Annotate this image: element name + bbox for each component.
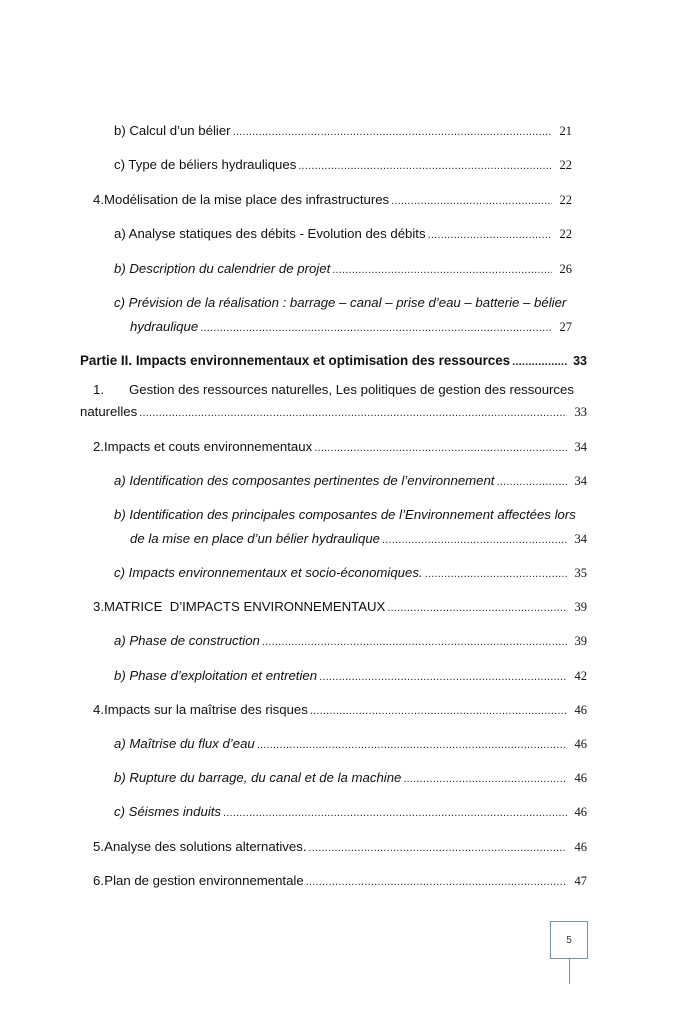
- toc-entry-title: Plan de gestion environnementale: [104, 873, 304, 888]
- page-number: 5: [566, 935, 572, 946]
- toc-entry-title: Partie II. Impacts environnementaux et optimisation des ressources: [80, 353, 511, 368]
- dot-leader: [139, 403, 567, 423]
- toc-entry-page: 39: [574, 600, 587, 614]
- toc-entry[interactable]: [0, 597, 700, 617]
- dot-leader: [319, 667, 567, 687]
- toc-entry-title: Analyse des solutions alternatives.: [104, 839, 307, 854]
- toc-entry-part[interactable]: [0, 351, 700, 371]
- toc-entry-title: a) Analyse statiques des débits - Evolution des débits: [114, 226, 426, 241]
- dot-leader: [382, 530, 567, 550]
- toc-entry-page: 22: [559, 193, 572, 207]
- toc-entry-title: a) Maîtrise du flux d’eau: [114, 736, 255, 751]
- toc-entry-title: c) Séismes induits: [114, 804, 222, 819]
- toc-entry-number: 3.: [93, 599, 104, 614]
- toc-entry[interactable]: [0, 700, 700, 720]
- toc-entry-page: 46: [574, 805, 587, 819]
- toc-entry[interactable]: [0, 734, 700, 754]
- dot-leader: [310, 701, 567, 721]
- toc-entry-number: 1.: [93, 382, 104, 397]
- toc-entry[interactable]: [0, 121, 700, 141]
- toc-entry-title: a) Identification des composantes pertinentes de l’environnement: [114, 473, 495, 488]
- toc-entry-page: 33: [574, 405, 587, 419]
- dot-leader: [223, 803, 567, 823]
- dot-leader: [512, 352, 567, 372]
- toc-entry-page: 27: [559, 320, 572, 334]
- toc-entry-page: 39: [574, 634, 587, 648]
- toc-entry-title: MATRICE D’IMPACTS ENVIRONNEMENTAUX: [104, 599, 386, 614]
- toc-entry-title: b) Calcul d’un bélier: [114, 123, 231, 138]
- toc-entry-number: 2.: [93, 439, 104, 454]
- toc-entry-title-line2: naturelles: [80, 404, 138, 419]
- toc-entry[interactable]: [0, 666, 700, 686]
- dot-leader: [391, 191, 552, 211]
- toc-entry[interactable]: [0, 471, 700, 491]
- toc-entry-title: b) Description du calendrier de projet: [114, 261, 331, 276]
- toc-entry-page: 22: [559, 227, 572, 241]
- toc-entry-page: 21: [559, 124, 572, 138]
- toc-entry-title-line1: b) Identification des principales composantes de l’Environnement affectées lors: [114, 507, 576, 522]
- toc-entry[interactable]: [0, 190, 700, 210]
- dot-leader: [425, 564, 567, 584]
- dot-leader: [387, 598, 567, 618]
- page-number-box: [550, 921, 588, 959]
- toc-entry-title: c) Impacts environnementaux et socio-économiques.: [114, 565, 423, 580]
- toc-entry[interactable]: [0, 293, 700, 337]
- dot-leader: [428, 225, 552, 245]
- dot-leader: [306, 872, 567, 892]
- dot-leader: [257, 735, 567, 755]
- toc-entry-title: c) Type de béliers hydrauliques: [114, 157, 297, 172]
- toc-entry-page: 34: [574, 532, 587, 546]
- toc-entry-title: Impacts sur la maîtrise des risques: [104, 702, 308, 717]
- toc-entry-page: 46: [574, 703, 587, 717]
- toc-entry-title: Impacts et couts environnementaux: [104, 439, 313, 454]
- toc-entry[interactable]: [0, 224, 700, 244]
- dot-leader: [403, 769, 567, 789]
- toc-entry[interactable]: [0, 563, 700, 583]
- dot-leader: [233, 122, 552, 142]
- toc-entry-number: 6.: [93, 873, 104, 888]
- toc-entry[interactable]: [0, 505, 700, 549]
- toc-entry-page: 46: [574, 771, 587, 785]
- toc-entry[interactable]: [0, 837, 700, 857]
- toc-entry-page: 35: [574, 566, 587, 580]
- toc-entry-number: 4.: [93, 192, 104, 207]
- toc-entry-page: 22: [559, 158, 572, 172]
- toc-entry[interactable]: [0, 802, 700, 822]
- toc-entry-title-line1: Gestion des ressources naturelles, Les politiques de gestion des ressources: [129, 382, 574, 397]
- toc-entry-page: 26: [559, 262, 572, 276]
- toc-entry-page: 47: [574, 874, 587, 888]
- dot-leader: [298, 156, 552, 176]
- toc-entry-page: 42: [574, 669, 587, 683]
- toc-entry-page: 34: [574, 440, 587, 454]
- toc-entry-number: 5.: [93, 839, 104, 854]
- toc-entry-title: b) Rupture du barrage, du canal et de la machine: [114, 770, 402, 785]
- toc-entry[interactable]: [0, 437, 700, 457]
- toc-entry[interactable]: [0, 380, 700, 424]
- dot-leader: [200, 318, 552, 338]
- toc-entry-page: 33: [573, 354, 587, 368]
- toc-entry-title: a) Phase de construction: [114, 633, 260, 648]
- dot-leader: [496, 472, 567, 492]
- toc-entry[interactable]: [0, 155, 700, 175]
- toc-entry-title-line1: c) Prévision de la réalisation : barrage – canal – prise d’eau – batterie – bélier: [114, 295, 567, 310]
- toc-entry-title-line2: de la mise en place d’un bélier hydraulique: [130, 531, 380, 546]
- toc-entry[interactable]: [0, 259, 700, 279]
- toc-entry[interactable]: [0, 768, 700, 788]
- dot-leader: [262, 632, 567, 652]
- dot-leader: [309, 838, 568, 858]
- toc-entry-number: 4.: [93, 702, 104, 717]
- toc-entry-page: 34: [574, 474, 587, 488]
- toc-entry-page: 46: [574, 840, 587, 854]
- toc-entry-title-line2: hydraulique: [130, 319, 199, 334]
- toc-entry-page: 46: [574, 737, 587, 751]
- toc-entry[interactable]: [0, 871, 700, 891]
- toc-entry-title: Modélisation de la mise place des infrastructures: [104, 192, 390, 207]
- dot-leader: [332, 260, 552, 280]
- page-number-line: [569, 959, 570, 984]
- toc-entry[interactable]: [0, 631, 700, 651]
- toc-entry-title: b) Phase d’exploitation et entretien: [114, 668, 318, 683]
- dot-leader: [314, 438, 567, 458]
